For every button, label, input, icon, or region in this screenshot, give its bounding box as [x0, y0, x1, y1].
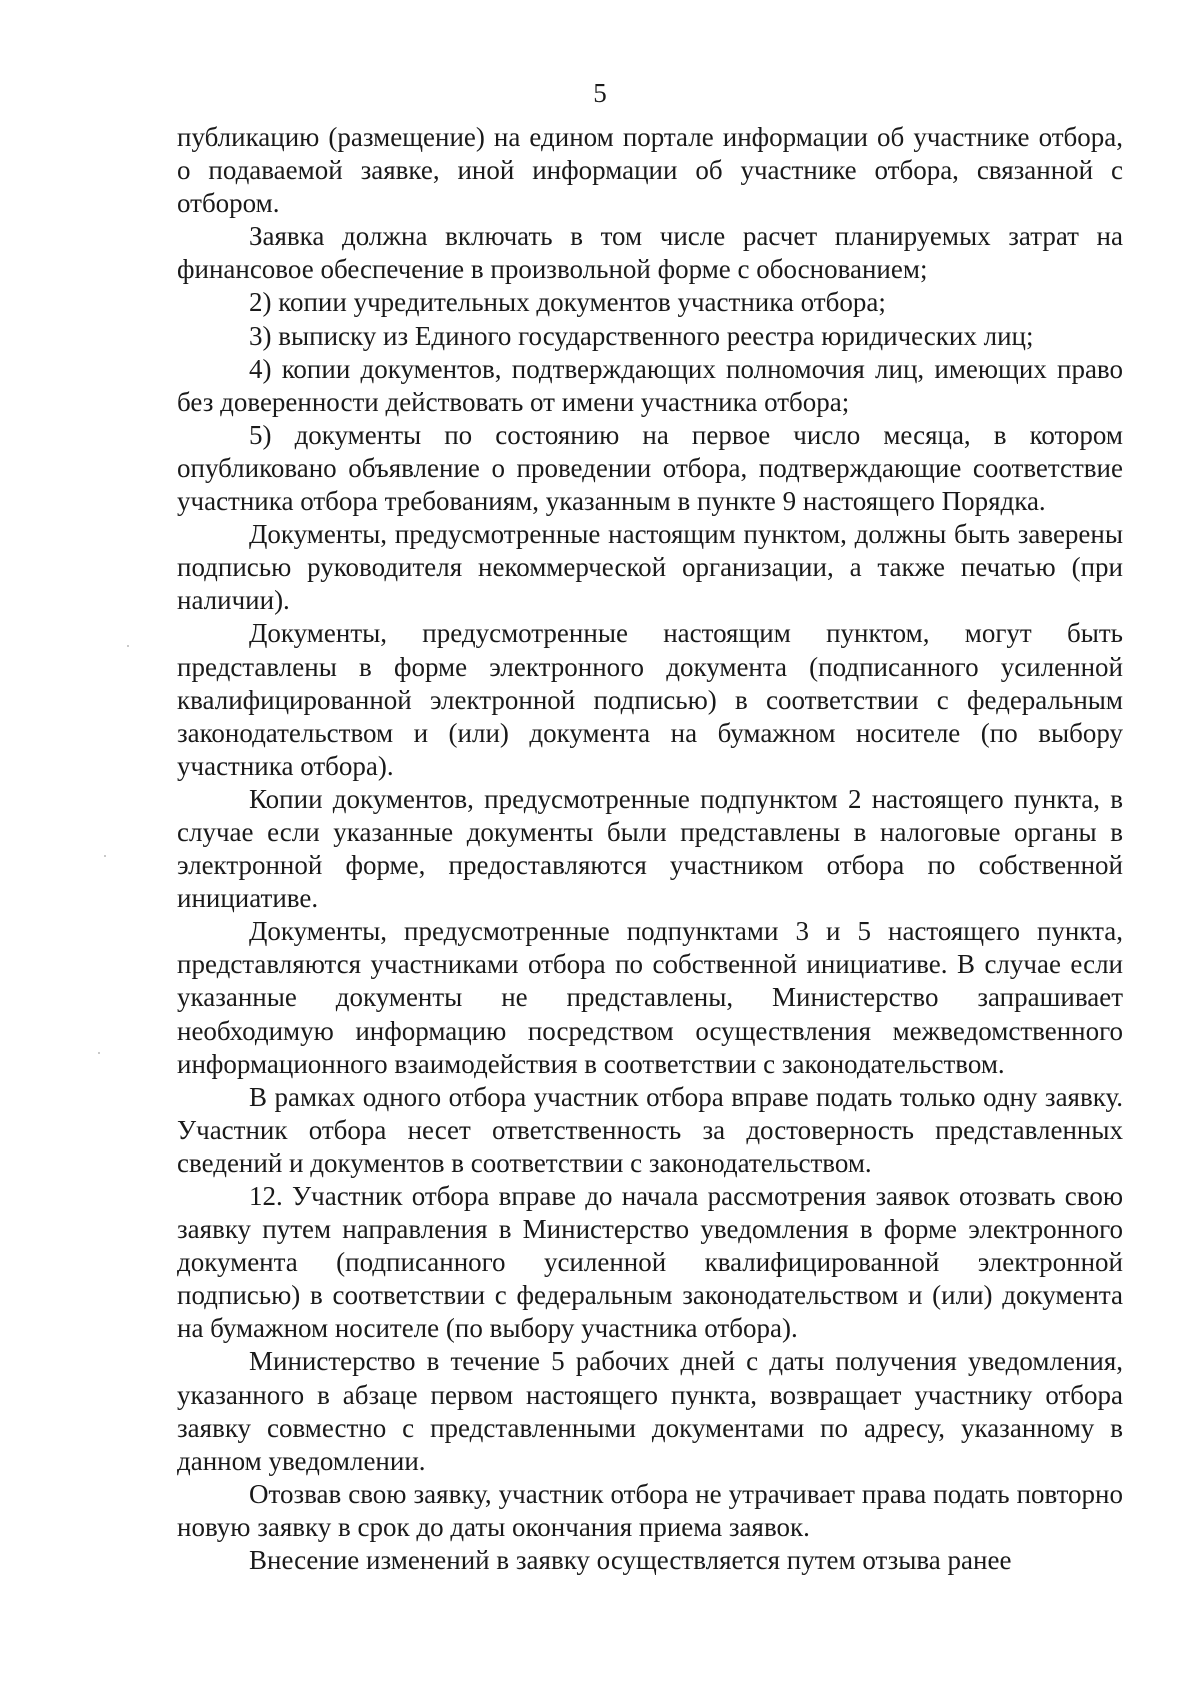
list-item-5: 5) документы по состоянию на первое число месяца, в котором опубликовано объявление о проведении отбора, подтверждающие соответствие участника отбора требованиям, указанным в пункте 9 настоящего Порядка.: [177, 419, 1123, 517]
scan-speck: [127, 645, 129, 647]
paragraph-continuation: публикацию (размещение) на едином портале информации об участнике отбора, о подаваемой заявке, иной информации об участнике отбора, связанной с отбором.: [177, 122, 1123, 219]
document-body: [177, 121, 1123, 1577]
paragraph-one-application: В рамках одного отбора участник отбора вправе подать только одну заявку. Участник отбора несет ответственность за достоверность представленных сведений и документов в соответствии с законодательством.: [177, 1081, 1123, 1178]
paragraph-changes: Внесение изменений в заявку осуществляется путем отзыва ранее: [249, 1545, 1012, 1576]
paragraph-electronic-form: Документы, предусмотренные настоящим пунктом, могут быть представлены в форме электронного документа (подписанного усиленной квалифицированной электронной подписью) в соответствии с федеральным законодательством и (или) документа на бумажном носителе (по выбору участника отбора).: [177, 618, 1123, 781]
clause-12: 12. Участник отбора вправе до начала рассмотрения заявок отозвать свою заявку путем направления в Министерство уведомления в форме электронного документа (подписанного усиленной квалифицированной электронной подписью) в соответствии с федеральным законодательством и (или) документа на бумажном носителе (по выбору участника отбора).: [177, 1181, 1123, 1344]
paragraph-return: Министерство в течение 5 рабочих дней с даты получения уведомления, указанного в абзаце первом настоящего пункта, возвращает участнику отбора заявку совместно с представленными документами по адресу, указанному в данном уведомлении.: [177, 1346, 1123, 1476]
list-item-3: 3) выписку из Единого государственного реестра юридических лиц;: [249, 320, 1034, 351]
page-number: 5: [593, 78, 607, 108]
paragraph-application-contents: Заявка должна включать в том числе расчет планируемых затрат на финансовое обеспечение в произвольной форме с обоснованием;: [177, 221, 1123, 285]
list-item-2: 2) копии учредительных документов участника отбора;: [249, 287, 886, 318]
list-item-4: 4) копии документов, подтверждающих полномочия лиц, имеющих право без доверенности действовать от имени участника отбора;: [177, 353, 1123, 417]
scan-speck: [98, 1052, 100, 1054]
paragraph-resubmit: Отозвав свою заявку, участник отбора не утрачивает права подать повторно новую заявку в срок до даты окончания приема заявок.: [177, 1478, 1123, 1542]
paragraph-certification: Документы, предусмотренные настоящим пунктом, должны быть заверены подписью руководителя некоммерческой организации, а также печатью (при наличии).: [177, 519, 1123, 616]
scan-speck: [104, 855, 106, 857]
paragraph-own-initiative: Документы, предусмотренные подпунктами 3 и 5 настоящего пункта, представляются участниками отбора по собственной инициативе. В случае если указанные документы не представлены, Министерство запрашивает необходимую информацию посредством осуществления межведомственного информационного взаимодействия в соответствии с законодательством.: [177, 916, 1123, 1079]
paragraph-copies: Копии документов, предусмотренные подпунктом 2 настоящего пункта, в случае если указанные документы были представлены в налоговые органы в электронной форме, предоставляются участником отбора по собственной инициативе.: [177, 783, 1123, 914]
